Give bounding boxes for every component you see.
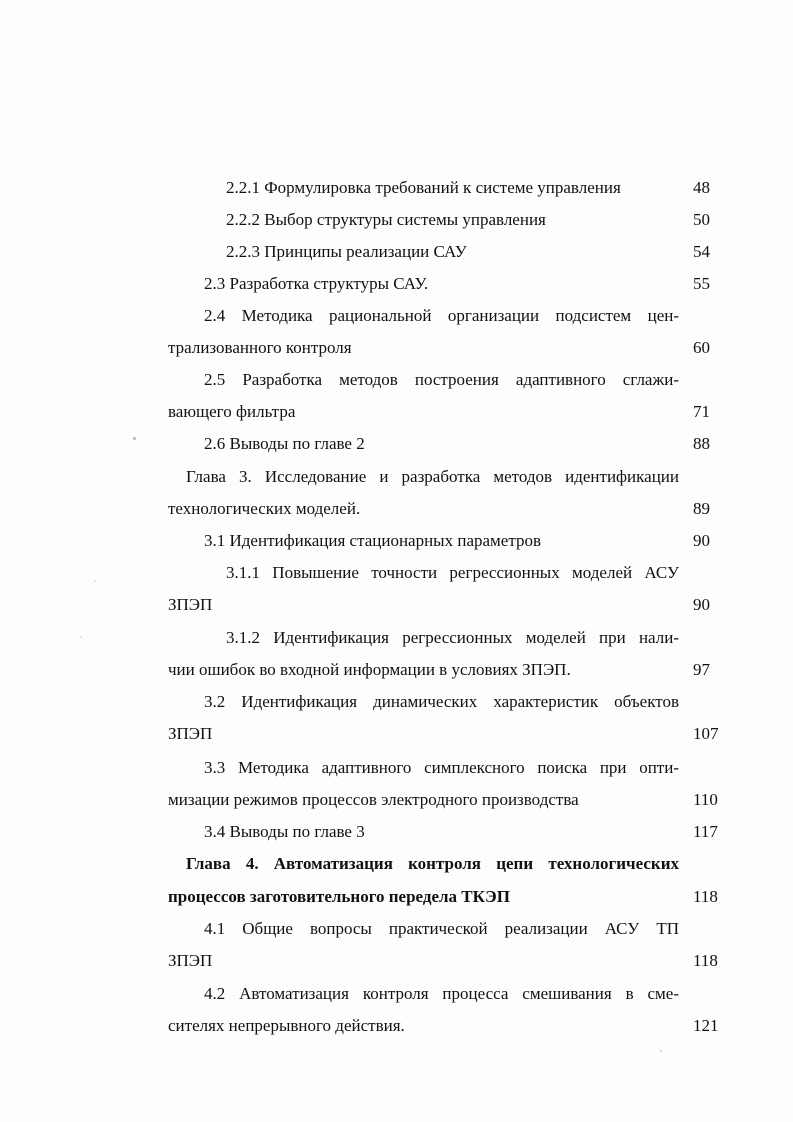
toc-entry-title-line: 2.4 Методика рациональной организации подсистем цен- [204, 306, 679, 325]
toc-entry-title: 2.2.3 Принципы реализации САУ [226, 242, 467, 261]
toc-chapter-title-line: Глава 4. Автоматизация контроля цепи технологических [186, 854, 679, 873]
toc-page-number: 121 [693, 1016, 719, 1035]
toc-entry-title-line: 4.1 Общие вопросы практической реализации АСУ ТП [204, 919, 679, 938]
toc-entry-title: 3.1 Идентификация стационарных параметров [204, 531, 542, 550]
toc-entry-title: 3.4 Выводы по главе 3 [204, 822, 365, 841]
toc-chapter-title-line: Глава 3. Исследование и разработка методов идентификации [186, 467, 679, 486]
toc-entry-title-line: трализованного контроля [168, 338, 352, 357]
toc-entry-title-line: 2.5 Разработка методов построения адаптивного сглажи- [204, 370, 679, 389]
toc-entry-title-line: ЗПЭП [168, 951, 213, 970]
toc-page-number: 71 [693, 402, 710, 421]
toc-page-number: 48 [693, 178, 710, 197]
toc-entry-title-line: ЗПЭП [168, 724, 213, 743]
toc-entry-title-line: 3.1.1 Повышение точности регрессионных моделей АСУ [226, 563, 679, 582]
toc-entry-title-line: 4.2 Автоматизация контроля процесса смешивания в сме- [204, 984, 679, 1003]
toc-chapter-title-line: технологических моделей. [168, 499, 361, 518]
toc-page-number: 54 [693, 242, 710, 261]
toc-page-number: 118 [693, 887, 718, 906]
toc-chapter-title-line: процессов заготовительного передела ТКЭП [168, 887, 510, 906]
toc-page-number: 117 [693, 822, 718, 841]
toc-page-number: 110 [693, 790, 718, 809]
toc-entry-title: 2.2.2 Выбор структуры системы управления [226, 210, 546, 229]
toc-entry-title: 2.3 Разработка структуры САУ. [204, 274, 429, 293]
toc-page-number: 90 [693, 531, 710, 550]
toc-entry-title-line: чии ошибок во входной информации в условиях ЗПЭП. [168, 660, 571, 679]
toc-entry-title-line: 3.3 Методика адаптивного симплексного поиска при опти- [204, 758, 679, 777]
toc-entry-title-line: 3.1.2 Идентификация регрессионных моделей при нали- [226, 628, 679, 647]
toc-page-number: 50 [693, 210, 710, 229]
toc-page-number: 88 [693, 434, 710, 453]
toc-page-number: 89 [693, 499, 710, 518]
toc-entry-title: 2.6 Выводы по главе 2 [204, 434, 365, 453]
toc-page-number: 107 [693, 724, 719, 743]
toc-page-number: 118 [693, 951, 718, 970]
toc-entry-title-line: 3.2 Идентификация динамических характеристик объектов [204, 692, 679, 711]
toc-entry-title-line: мизации режимов процессов электродного производства [168, 790, 579, 809]
toc-page-number: 55 [693, 274, 710, 293]
toc-page-number: 60 [693, 338, 710, 357]
toc-entry-title-line: сителях непрерывного действия. [168, 1016, 405, 1035]
toc-page-number: 90 [693, 595, 710, 614]
toc-entry-title-line: вающего фильтра [168, 402, 296, 421]
toc-entry-title: 2.2.1 Формулировка требований к системе управления [226, 178, 621, 197]
toc-page-number: 97 [693, 660, 710, 679]
toc-entry-title-line: ЗПЭП [168, 595, 213, 614]
